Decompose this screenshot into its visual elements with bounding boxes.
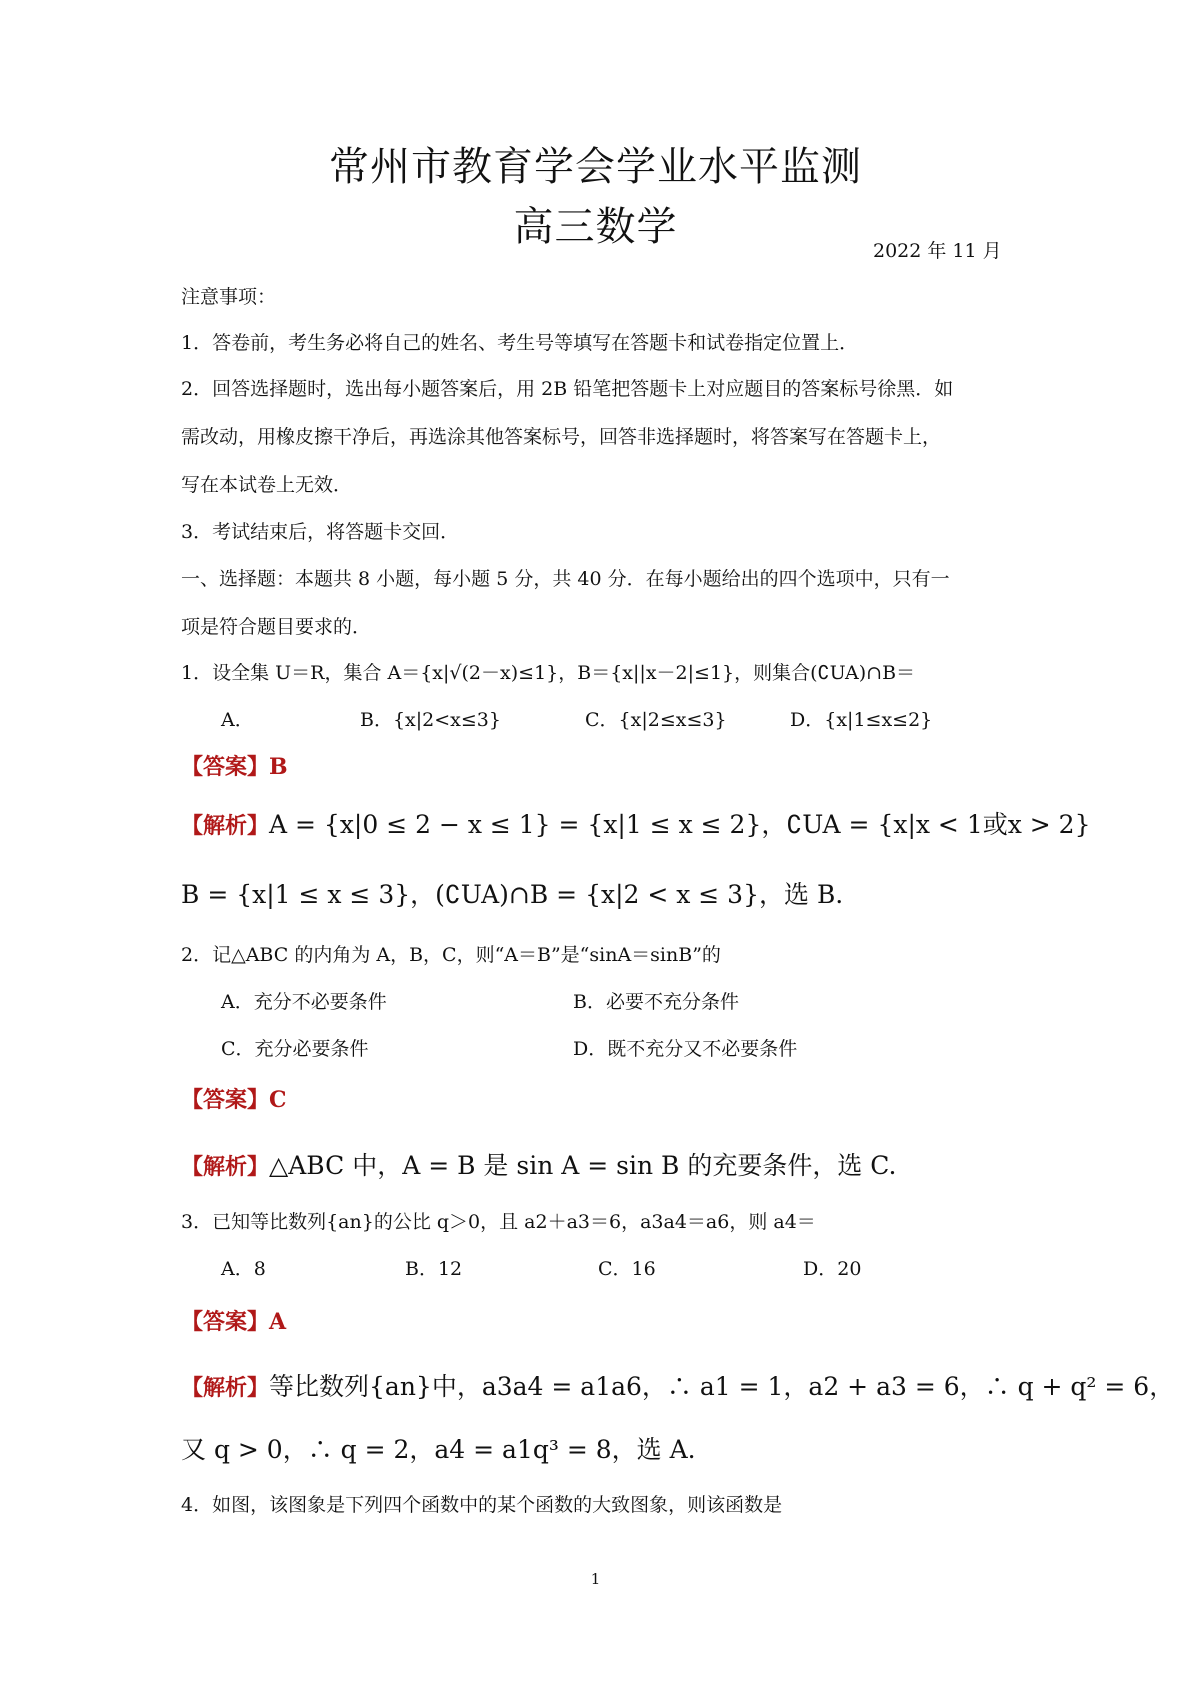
section-1-intro-line-2: 项是符合题目要求的． [181, 616, 372, 638]
notes-heading: 注意事项： [181, 286, 277, 308]
note-item-2-line-1: 2．回答选择题时，选出每小题答案后，用 2B 铅笔把答题卡上对应题目的答案标号徐黑．如 [181, 378, 954, 400]
section-1-intro-line-1: 一、选择题：本题共 8 小题，每小题 5 分，共 40 分．在每小题给出的四个选项中，只有一 [181, 568, 950, 590]
question-1-analysis-line-1 [181, 805, 1090, 841]
question-4-stem: 4．如图，该图象是下列四个函数中的某个函数的大致图象，则该函数是 [181, 1494, 783, 1516]
question-2-option-b: B．必要不充分条件 [573, 991, 739, 1013]
question-3-analysis-line-1 [181, 1367, 1174, 1403]
question-3-option-c: C．16 [598, 1258, 656, 1280]
analysis-tag: 【解析】 [181, 814, 270, 839]
question-2-analysis [181, 1146, 896, 1182]
answer-tag: 【答案】 [181, 755, 270, 780]
question-1-option-d: D．{x|1≤x≤2} [790, 709, 933, 731]
question-1-answer [181, 750, 288, 781]
analysis-math: 等比数列{an}中，a3a4 = a1a6，∴ a1 = 1，a2 + a3 = 6，∴ q + q² = 6， [269, 1372, 1175, 1401]
note-item-2-line-3: 写在本试卷上无效． [181, 474, 353, 496]
question-2-option-d: D．既不充分又不必要条件 [573, 1038, 798, 1060]
analysis-math: A = {x|0 ≤ 2 − x ≤ 1} = {x|1 ≤ x ≤ 2}，∁UA = {x|x < 1或x > 2} [269, 810, 1091, 839]
question-3-option-d: D．20 [803, 1258, 862, 1280]
analysis-tag: 【解析】 [181, 1376, 270, 1401]
question-1-option-c: C．{x|2≤x≤3} [585, 709, 727, 731]
page-number: 1 [590, 1570, 601, 1588]
question-3-option-b: B．12 [405, 1258, 463, 1280]
note-item-3: 3．考试结束后，将答题卡交回． [181, 521, 460, 543]
question-1-stem: 1．设全集 U＝R，集合 A＝{x|√(2－x)≤1}，B＝{x||x－2|≤1}，则集合(∁UA)∩B＝ [181, 662, 916, 684]
answer-tag: 【答案】 [181, 1088, 270, 1113]
exam-date: 2022 年 11 月 [873, 240, 1002, 262]
question-1-option-b: B．{x|2<x≤3} [360, 709, 501, 731]
document-subtitle: 高三数学 [513, 204, 678, 250]
answer-value: C [269, 1087, 287, 1113]
question-3-answer [181, 1305, 286, 1336]
question-2-answer [181, 1083, 287, 1114]
note-item-2-line-2: 需改动，用橡皮擦干净后，再选涂其他答案标号，回答非选择题时，将答案写在答题卡上， [181, 426, 942, 448]
analysis-tag: 【解析】 [181, 1155, 270, 1180]
answer-tag: 【答案】 [181, 1310, 270, 1335]
answer-value: B [269, 754, 288, 780]
question-2-option-c: C．充分必要条件 [221, 1038, 369, 1060]
question-3-option-a: A．8 [221, 1258, 266, 1280]
question-3-stem: 3．已知等比数列{an}的公比 q＞0，且 a2＋a3＝6，a3a4＝a6，则 a4＝ [181, 1211, 816, 1233]
question-2-option-a: A．充分不必要条件 [221, 991, 387, 1013]
question-1-analysis-line-2: B = {x|1 ≤ x ≤ 3}，(∁UA)∩B = {x|2 < x ≤ 3}，选 B. [181, 880, 844, 909]
analysis-math: △ABC 中，A = B 是 sin A = sin B 的充要条件，选 C. [269, 1151, 897, 1180]
question-3-analysis-line-2: 又 q > 0，∴ q = 2，a4 = a1q³ = 8，选 A. [181, 1435, 696, 1464]
question-2-stem: 2．记△ABC 的内角为 A，B，C，则“A＝B”是“sinA＝sinB”的 [181, 944, 721, 966]
answer-value: A [269, 1309, 287, 1335]
note-item-1: 1．答卷前，考生务必将自己的姓名、考生号等填写在答题卡和试卷指定位置上． [181, 332, 859, 354]
question-1-option-a: A． [221, 709, 254, 731]
document-title: 常州市教育学会学业水平监测 [329, 144, 862, 190]
